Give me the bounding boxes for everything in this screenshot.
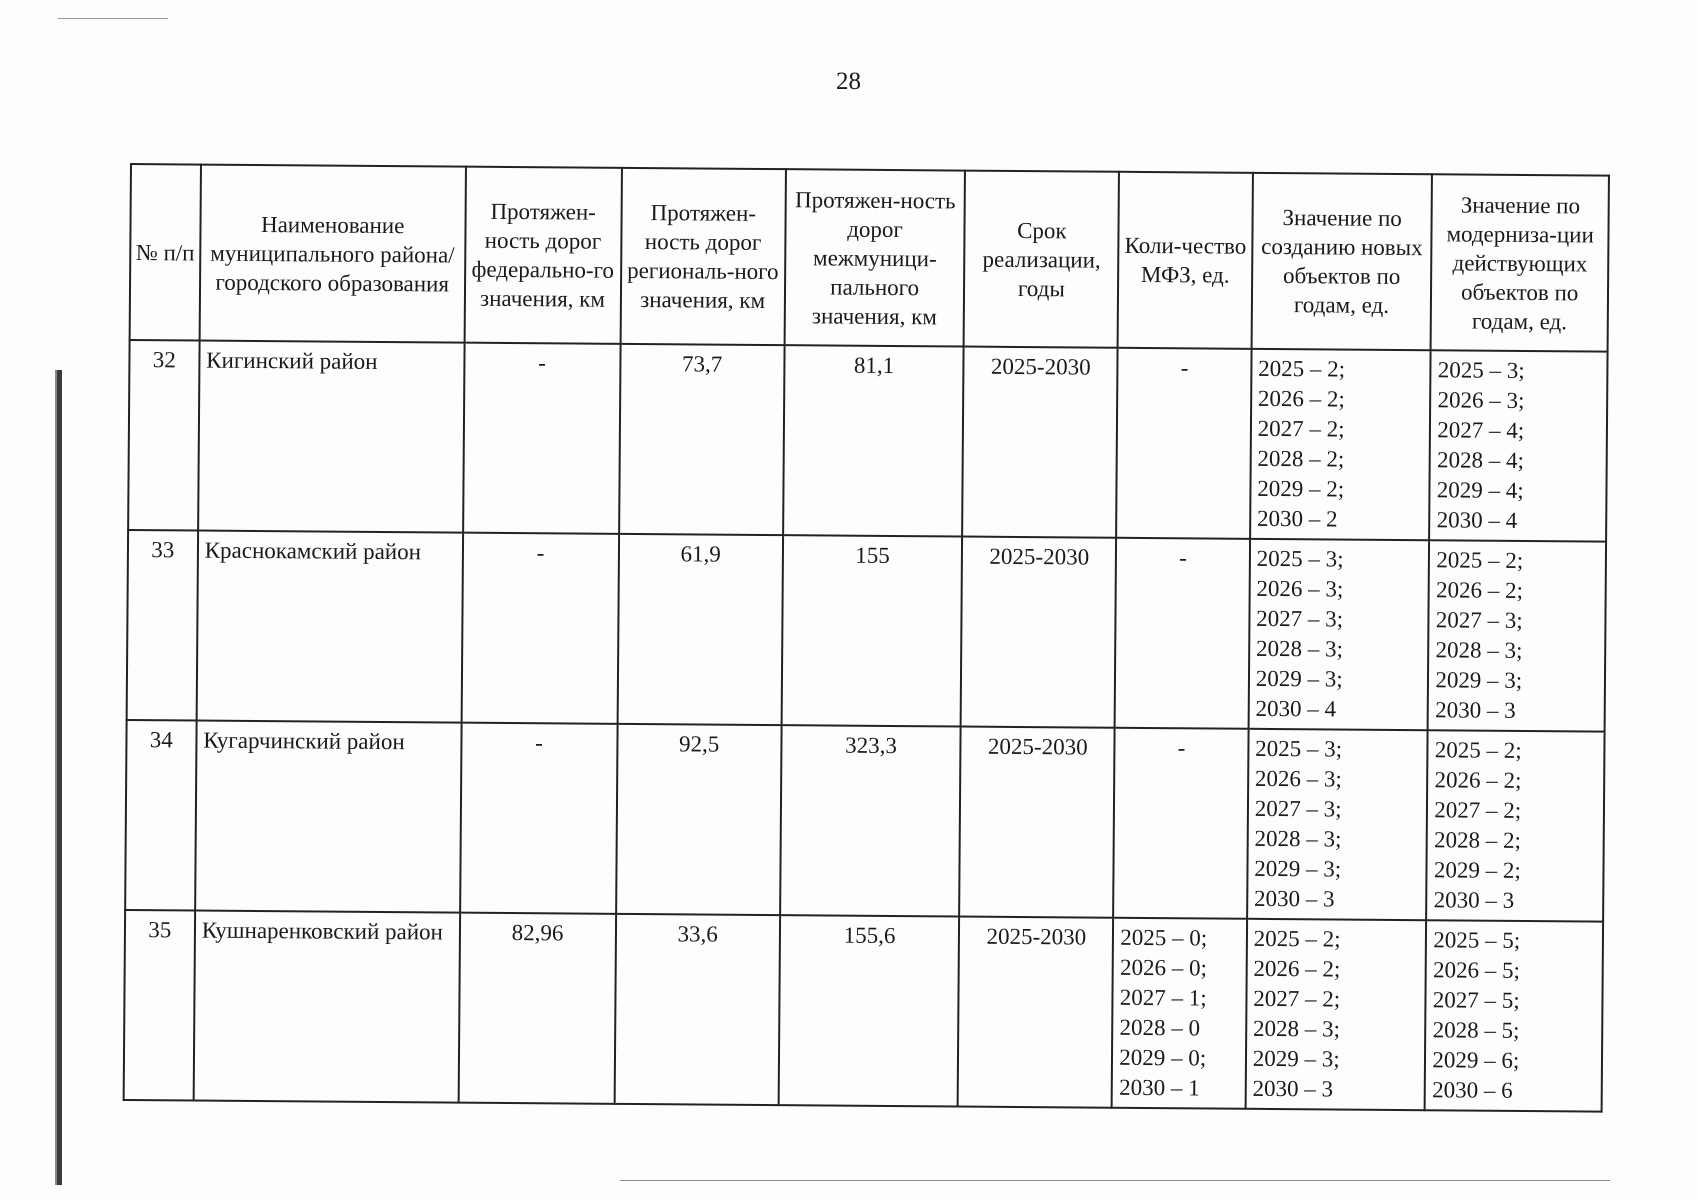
cell-num: 33 [127, 530, 198, 721]
cell-federal: - [463, 343, 620, 534]
page-number: 28 [836, 68, 861, 95]
table-row [124, 910, 1603, 1112]
header-intermunicipal: Протяжен-ность дорог межмуници-пального значения, км [784, 169, 965, 346]
cell-num: 34 [125, 720, 196, 911]
table-header-row [130, 164, 1609, 352]
cell-modernization: 2025 – 2; 2026 – 2; 2027 – 3; 2028 – 3; 2029 – 3; 2030 – 3 [1428, 540, 1606, 731]
table-row [128, 340, 1607, 542]
table-row [125, 720, 1604, 922]
cell-intermunicipal: 323,3 [780, 725, 961, 916]
cell-num: 32 [128, 340, 199, 531]
cell-intermunicipal: 155,6 [778, 915, 959, 1106]
cell-period: 2025-2030 [958, 917, 1113, 1108]
cell-mfz: - [1116, 348, 1251, 539]
cell-mfz: 2025 – 0; 2026 – 0; 2027 – 1; 2028 – 0 2029 – 0; 2030 – 1 [1112, 918, 1247, 1109]
cell-num: 35 [124, 910, 195, 1101]
cell-period: 2025-2030 [961, 537, 1116, 728]
cell-regional: 33,6 [614, 914, 780, 1105]
roads-table [123, 163, 1610, 1113]
scan-edge-shadow [55, 370, 62, 1185]
cell-new-objects: 2025 – 3; 2026 – 3; 2027 – 3; 2028 – 3; 2029 – 3; 2030 – 3 [1247, 729, 1428, 920]
scan-artifact-bottom [620, 1180, 1610, 1181]
cell-federal: - [461, 533, 618, 724]
cell-period: 2025-2030 [962, 347, 1117, 538]
cell-regional: 92,5 [616, 724, 782, 915]
header-modernization: Значение по модерниза-ции действующих объектов по годам, ед. [1431, 174, 1609, 351]
cell-regional: 73,7 [619, 344, 785, 535]
header-mfz: Коли-чество МФЗ, ед. [1118, 172, 1253, 349]
table-row [127, 530, 1606, 732]
cell-period: 2025-2030 [960, 727, 1115, 918]
cell-new-objects: 2025 – 2; 2026 – 2; 2027 – 2; 2028 – 3; 2029 – 3; 2030 – 3 [1245, 919, 1426, 1110]
cell-name: Кигинский район [198, 341, 464, 533]
header-num: № п/п [130, 164, 201, 341]
cell-federal: - [460, 723, 617, 914]
cell-federal: 82,96 [458, 913, 615, 1104]
header-period: Срок реализации, годы [964, 171, 1119, 348]
cell-modernization: 2025 – 2; 2026 – 2; 2027 – 2; 2028 – 2; 2029 – 2; 2030 – 3 [1426, 730, 1604, 921]
header-name: Наименование муниципального района/городского образования [199, 165, 465, 343]
cell-name: Краснокамский район [196, 531, 462, 723]
header-federal: Протяжен-ность дорог федерально-го значения, км [464, 167, 621, 344]
cell-intermunicipal: 81,1 [783, 345, 964, 536]
cell-mfz: - [1115, 538, 1250, 729]
cell-intermunicipal: 155 [781, 535, 962, 726]
cell-name: Кугарчинский район [195, 721, 461, 913]
cell-modernization: 2025 – 5; 2026 – 5; 2027 – 5; 2028 – 5; 2029 – 6; 2030 – 6 [1425, 920, 1603, 1111]
cell-new-objects: 2025 – 3; 2026 – 3; 2027 – 3; 2028 – 3; 2029 – 3; 2030 – 4 [1248, 539, 1429, 730]
cell-regional: 61,9 [617, 534, 783, 725]
scan-artifact-top [58, 18, 168, 19]
cell-new-objects: 2025 – 2; 2026 – 2; 2027 – 2; 2028 – 2; 2029 – 2; 2030 – 2 [1250, 349, 1431, 540]
cell-modernization: 2025 – 3; 2026 – 3; 2027 – 4; 2028 – 4; 2029 – 4; 2030 – 4 [1429, 350, 1607, 541]
cell-name: Кушнаренковский район [193, 911, 459, 1103]
cell-mfz: - [1113, 728, 1248, 919]
header-regional: Протяжен-ность дорог региональ-ного значения, км [620, 168, 786, 345]
header-new-objects: Значение по созданию новых объектов по годам, ед. [1251, 173, 1432, 350]
